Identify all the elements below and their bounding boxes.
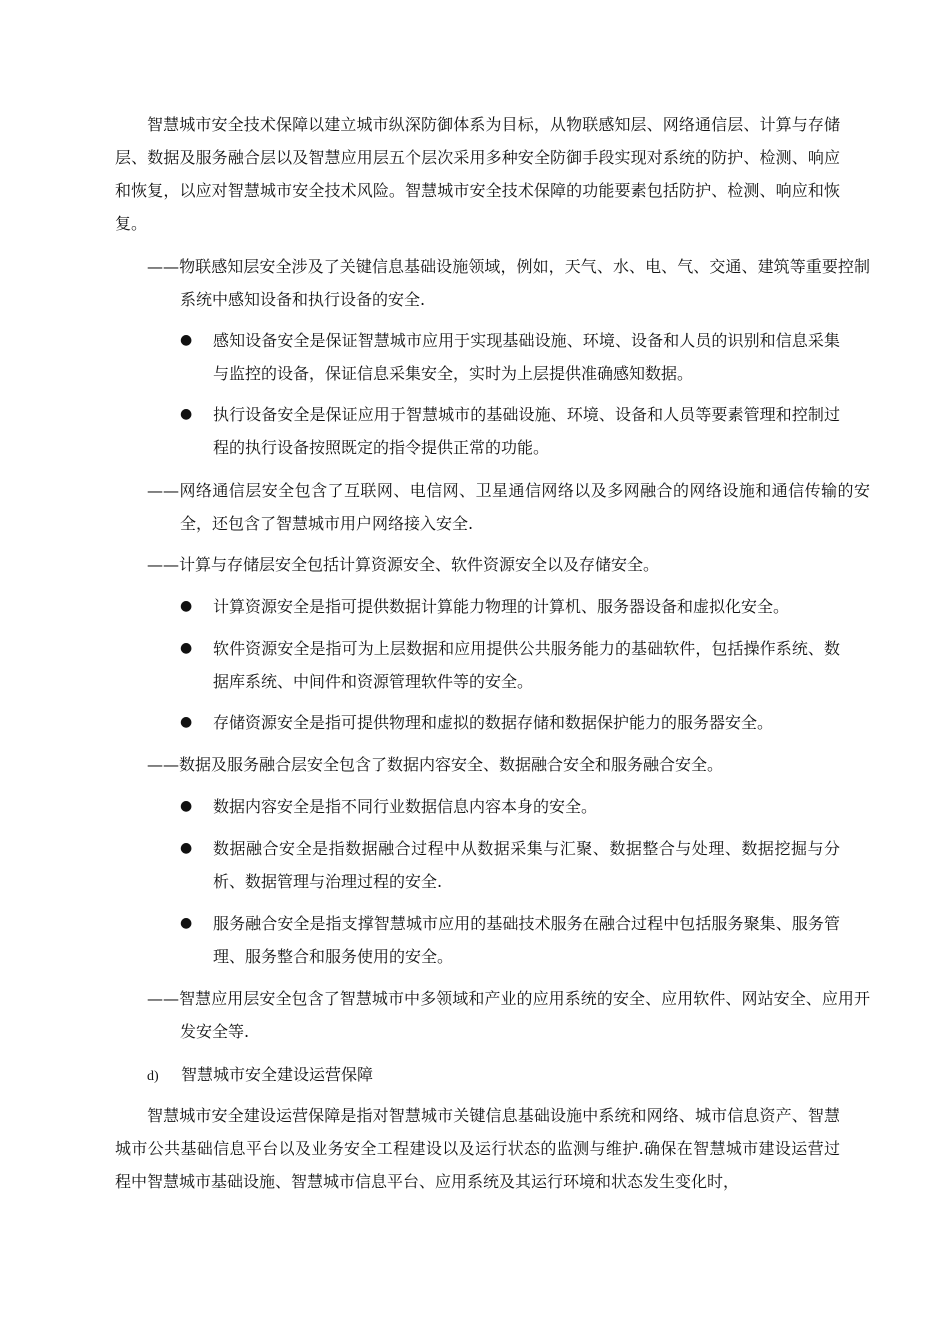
bullet-storage-resources bbox=[180, 706, 840, 739]
bullet-icon: ● bbox=[180, 332, 193, 348]
layer-network: ——网络通信层安全包含了互联网、电信网、卫星通信网络以及多网融合的网络设施和通信传输的安全，还包含了智慧城市用户网络接入安全. bbox=[147, 481, 870, 533]
bullet-icon: ● bbox=[180, 598, 193, 614]
bullet-text: 软件资源安全是指可为上层数据和应用提供公共服务能力的基础软件，包括操作系统、数据库系统、中间件和资源管理软件等的安全。 bbox=[213, 639, 840, 691]
bullet-icon: ● bbox=[180, 640, 193, 656]
layer-compute-storage: ——计算与存储层安全包括计算资源安全、软件资源安全以及存储安全。 bbox=[147, 555, 660, 574]
section-title: 智慧城市安全建设运营保障 bbox=[181, 1065, 374, 1084]
closing-paragraph: 智慧城市安全建设运营保障是指对智慧城市关键信息基础设施中系统和网络、城市信息资产、智慧城市公共基础信息平台以及业务安全工程建设以及运行状态的监测与维护.确保在智慧城市建设运营过程中智慧城市基础设施、智慧城市信息平台、应用系统及其运行环境和状态发生变化时， bbox=[115, 1106, 840, 1191]
bullet-data-fusion bbox=[180, 832, 840, 898]
section-heading-d bbox=[147, 1058, 647, 1093]
layer-application: ——智慧应用层安全包含了智慧城市中多领域和产业的应用系统的安全、应用软件、网站安全、应用开发安全等. bbox=[147, 989, 870, 1041]
bullet-compute-resources bbox=[180, 590, 840, 623]
bullet-data-content bbox=[180, 790, 840, 823]
bullet-icon: ● bbox=[180, 915, 193, 931]
bullet-icon: ● bbox=[180, 714, 193, 730]
bullet-icon: ● bbox=[180, 406, 193, 422]
bullet-text: 计算资源安全是指可提供数据计算能力物理的计算机、服务器设备和虚拟化安全。 bbox=[213, 597, 790, 616]
layer-perception: ——物联感知层安全涉及了关键信息基础设施领域，例如，天气、水、电、气、交通、建筑等重要控制系统中感知设备和执行设备的安全. bbox=[147, 257, 870, 309]
bullet-text: 数据融合安全是指数据融合过程中从数据采集与汇聚、数据整合与处理、数据挖掘与分析、数据管理与治理过程的安全. bbox=[213, 839, 840, 891]
bullet-actuator-devices bbox=[180, 398, 840, 464]
bullet-service-fusion bbox=[180, 907, 840, 973]
bullet-icon: ● bbox=[180, 840, 193, 856]
bullet-text: 感知设备安全是保证智慧城市应用于实现基础设施、环境、设备和人员的识别和信息采集与监控的设备，保证信息采集安全，实时为上层提供准确感知数据。 bbox=[213, 331, 840, 383]
bullet-text: 服务融合安全是指支撑智慧城市应用的基础技术服务在融合过程中包括服务聚集、服务管理、服务整合和服务使用的安全。 bbox=[213, 914, 840, 966]
section-marker: d) bbox=[147, 1069, 159, 1084]
bullet-icon: ● bbox=[180, 798, 193, 814]
bullet-text: 执行设备安全是保证应用于智慧城市的基础设施、环境、设备和人员等要素管理和控制过程的执行设备按照既定的指令提供正常的功能。 bbox=[213, 405, 840, 457]
intro-paragraph: 智慧城市安全技术保障以建立城市纵深防御体系为目标，从物联感知层、网络通信层、计算与存储层、数据及服务融合层以及智慧应用层五个层次采用多种安全防御手段实现对系统的防护、检测、响应和恢复，以应对智慧城市安全技术风险。智慧城市安全技术保障的功能要素包括防护、检测、响应和恢复。 bbox=[115, 115, 840, 233]
bullet-sensing-devices bbox=[180, 324, 840, 390]
bullet-text: 存储资源安全是指可提供物理和虚拟的数据存储和数据保护能力的服务器安全。 bbox=[213, 713, 774, 732]
bullet-text: 数据内容安全是指不同行业数据信息内容本身的安全。 bbox=[213, 797, 598, 816]
bullet-software-resources bbox=[180, 632, 840, 698]
layer-data-service: ——数据及服务融合层安全包含了数据内容安全、数据融合安全和服务融合安全。 bbox=[147, 755, 724, 774]
